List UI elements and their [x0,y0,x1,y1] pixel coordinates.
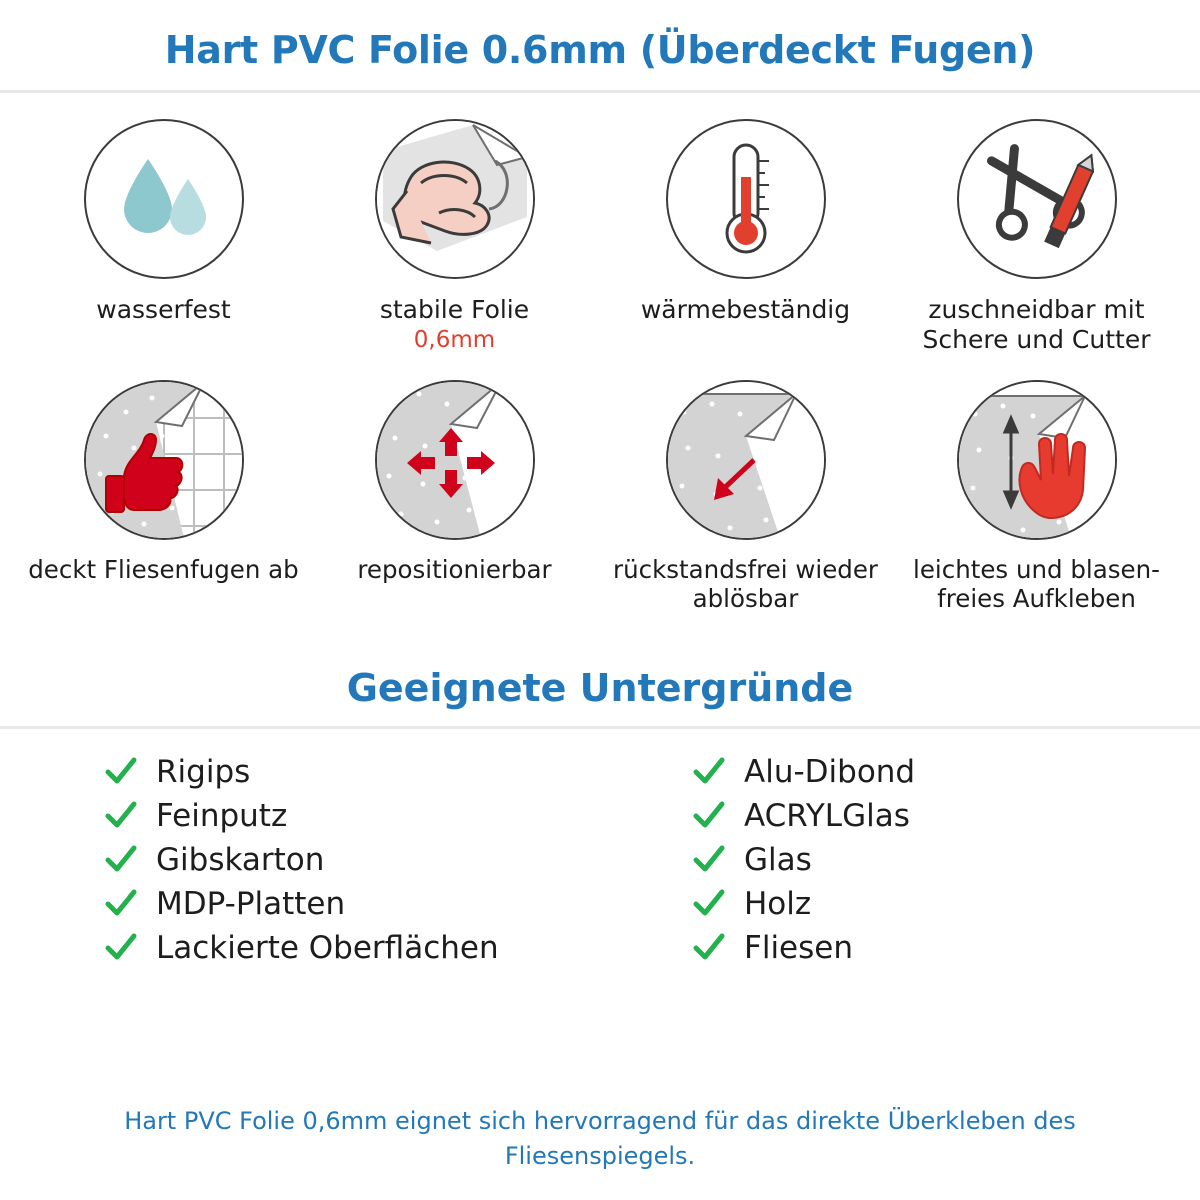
check-icon [692,843,726,877]
list-item-label: Glas [744,841,812,878]
feature-label: leichtes und blasen-freies Aufkleben [913,555,1160,613]
check-icon [104,887,138,921]
check-icon [104,799,138,833]
feature-deckt-fliesenfugen-ab [18,380,309,614]
list-item-label: Gibskarton [156,841,325,878]
check-icon [692,799,726,833]
footer-note: Hart PVC Folie 0,6mm eignet sich hervorragend für das direkte Überkleben des Fliesenspiegels. [124,1107,1076,1171]
feature-waermebestaendig [600,119,891,354]
substrates-title: Geeignete Untergründe [346,665,854,710]
feature-stabile-folie [309,119,600,354]
check-icon [104,931,138,965]
check-icon [104,755,138,789]
water-drops-icon [84,119,244,279]
scissors-cutter-icon [957,119,1117,279]
list-item [104,799,600,833]
feature-zuschneidbar [891,119,1182,354]
list-item-label: ACRYLGlas [744,797,910,834]
check-icon [104,843,138,877]
list-item-label: Rigips [156,753,251,790]
list-item [104,843,600,877]
list-item [104,887,600,921]
list-item [692,799,1200,833]
feature-label: zuschneidbar mit Schere und Cutter [922,295,1151,354]
page-title: Hart PVC Folie 0.6mm (Überdeckt Fugen) [164,28,1036,72]
list-item-label: MDP-Platten [156,885,346,922]
title-bar [0,0,1200,93]
substrates-lists [0,729,1200,975]
check-icon [692,931,726,965]
list-item [692,887,1200,921]
list-item-label: Feinputz [156,797,288,834]
list-item-label: Alu-Dibond [744,753,916,790]
feature-wasserfest [18,119,309,354]
thermometer-icon [666,119,826,279]
feature-rueckstandsfrei [600,380,891,614]
check-icon [692,887,726,921]
thumbs-up-tiles-icon [84,380,244,540]
feature-blasenfreies-aufkleben [891,380,1182,614]
substrates-title-bar [0,660,1200,729]
feature-label: stabile Folie [379,295,530,324]
feature-label: wasserfest [96,295,231,324]
hand-squeegee-icon [957,380,1117,540]
feature-grid-row-1 [0,93,1200,354]
feature-label: wärmebeständig [640,295,851,324]
list-item [104,755,600,789]
list-item-label: Lackierte Oberflächen [156,929,499,966]
list-item [692,843,1200,877]
four-arrows-icon [375,380,535,540]
list-item [692,755,1200,789]
feature-sublabel: 0,6mm [413,326,496,353]
feature-label: rückstandsfrei wieder ablösbar [613,555,878,613]
list-item-label: Fliesen [744,929,853,966]
feature-grid-row-2 [0,354,1200,614]
feature-label: deckt Fliesenfugen ab [28,555,299,584]
peel-arrow-icon [666,380,826,540]
substrates-right-column [600,755,1200,975]
feature-repositionierbar [309,380,600,614]
feature-label: repositionierbar [357,555,552,584]
substrates-left-column [0,755,600,975]
list-item-label: Holz [744,885,812,922]
flexed-arm-icon [375,119,535,279]
check-icon [692,755,726,789]
list-item [692,931,1200,965]
list-item [104,931,600,965]
